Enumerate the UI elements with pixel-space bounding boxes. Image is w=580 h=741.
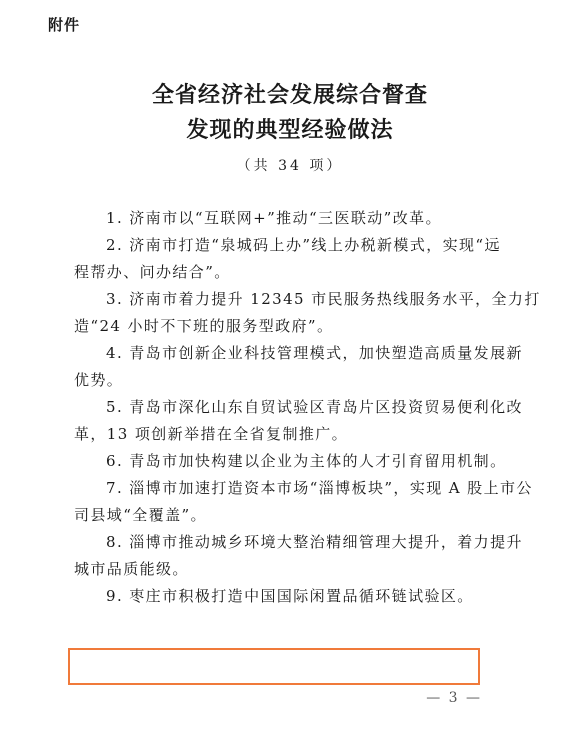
list-item-text-continued: 造“24 小时不下班的服务型政府”。: [74, 317, 334, 335]
list-item-text: 4. 青岛市创新企业科技管理模式，加快塑造高质量发展新: [106, 344, 523, 362]
list-item-text-continued: 程帮办、问办结合”。: [74, 263, 231, 281]
document-title-line-2: 发现的典型经验做法: [186, 117, 394, 143]
highlight-box: [68, 648, 480, 685]
list-item-text: 9. 枣庄市积极打造中国国际闲置品循环链试验区。: [106, 587, 474, 605]
list-item-text: 3. 济南市着力提升 12345 市民服务热线服务水平，全力打: [106, 290, 541, 308]
list-item-text: 5. 青岛市深化山东自贸试验区青岛片区投资贸易便利化改: [106, 398, 523, 416]
experience-list: [74, 205, 541, 610]
document-title-line-1: 全省经济社会发展综合督查: [151, 82, 428, 108]
list-item-text-continued: 优势。: [74, 371, 124, 389]
list-item-text: 7. 淄博市加速打造资本市场“淄博板块”，实现 A 股上市公: [106, 479, 533, 497]
list-item-text-continued: 城市品质能级。: [74, 560, 189, 578]
list-item: [74, 529, 523, 583]
list-item: [74, 340, 523, 394]
list-item-text: 6. 青岛市加快构建以企业为主体的人才引育留用机制。: [106, 452, 507, 470]
list-item-text-continued: 革，13 项创新举措在全省复制推广。: [74, 425, 349, 443]
list-item: [74, 475, 533, 529]
list-item: [74, 394, 523, 448]
list-item-text: 8. 淄博市推动城乡环境大整治精细管理大提升，着力提升: [106, 533, 523, 551]
list-item: [74, 583, 514, 610]
list-item-text: 1. 济南市以“互联网+”推动“三医联动”改革。: [106, 209, 442, 227]
list-item: [74, 232, 514, 286]
list-item: [74, 205, 514, 232]
page-number: — 3 —: [426, 690, 482, 706]
attachment-label: 附件: [48, 16, 81, 34]
list-item: [74, 448, 514, 475]
list-item-text: 2. 济南市打造“泉城码上办”线上办税新模式，实现“远: [106, 236, 501, 254]
list-item: [74, 286, 541, 340]
list-item-text-continued: 司县域“全覆盖”。: [74, 506, 207, 524]
document-subtitle: （共 34 项）: [236, 158, 344, 174]
